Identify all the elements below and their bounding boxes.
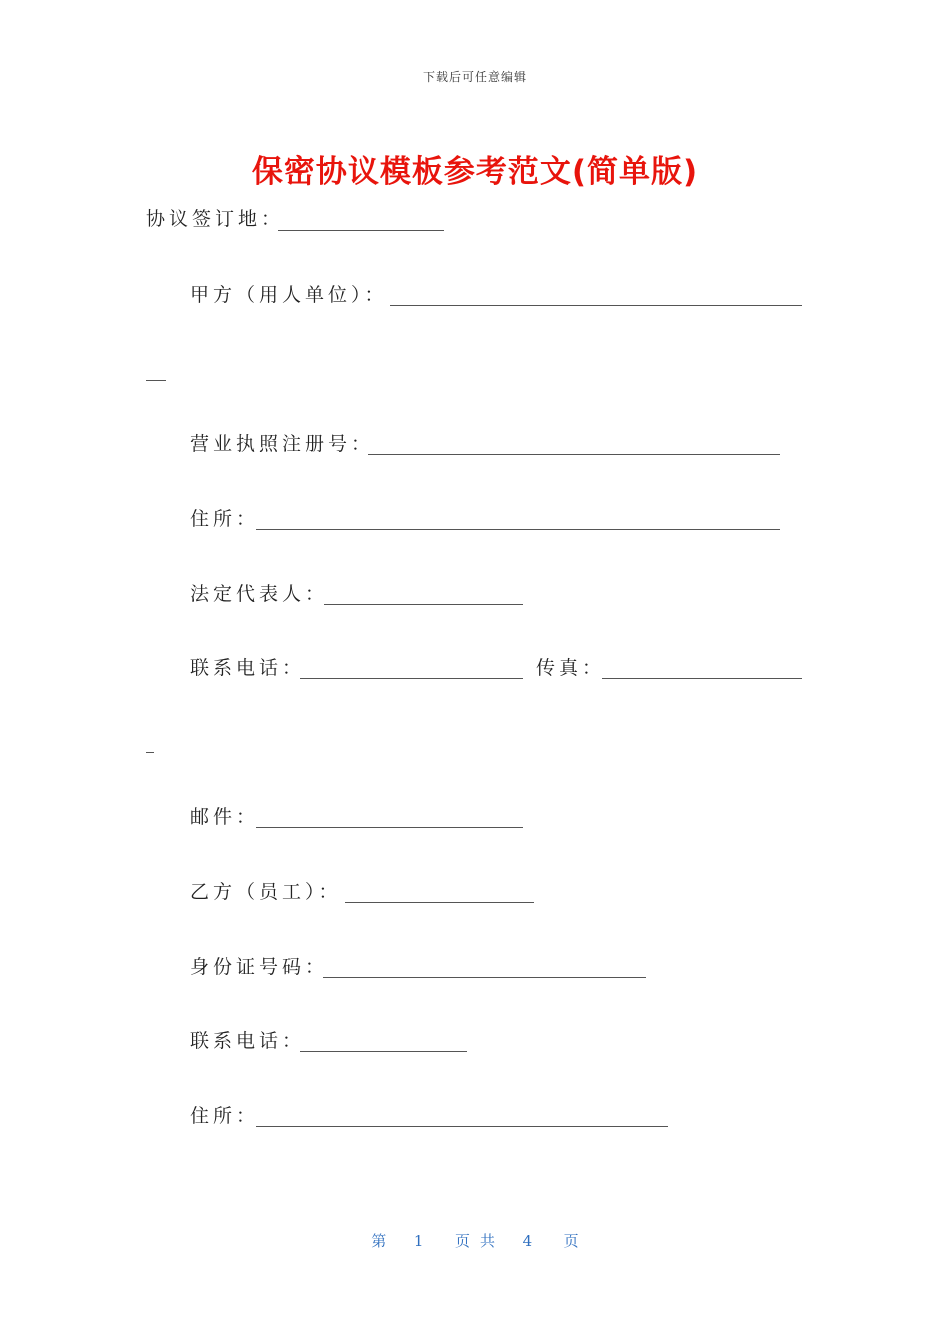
email-blank[interactable] <box>256 827 523 828</box>
phone-b-label: 联系电话： <box>190 1030 306 1052</box>
fax-label: 传真： <box>536 657 606 679</box>
header-note: 下载后可任意编辑 <box>422 70 527 84</box>
party-a-row <box>190 280 388 310</box>
page-prefix: 第 <box>371 1232 387 1250</box>
page-suffix: 页 <box>563 1232 579 1250</box>
sign-place-row <box>146 204 284 234</box>
fax-blank[interactable] <box>602 678 802 679</box>
sign-place-blank[interactable] <box>278 230 444 231</box>
legal-rep-row <box>190 579 328 609</box>
address-b-row <box>190 1101 259 1131</box>
email-row <box>190 802 259 832</box>
address-a-blank[interactable] <box>256 529 780 530</box>
phone-a-label: 联系电话： <box>190 657 306 679</box>
document-title: 保密协议模板参考范文(简单版) <box>251 154 699 190</box>
address-a-label: 住所： <box>190 508 260 530</box>
license-blank[interactable] <box>368 454 780 455</box>
id-no-blank[interactable] <box>323 977 646 978</box>
party-b-blank[interactable] <box>345 902 534 903</box>
email-label: 邮件： <box>190 806 260 828</box>
party-b-label: 乙方（员工）： <box>190 881 342 903</box>
address-a-row <box>190 504 259 534</box>
page-total: 4 <box>522 1232 533 1250</box>
phone-b-blank[interactable] <box>300 1051 467 1052</box>
license-row <box>190 429 374 459</box>
party-a-blank-continuation <box>146 380 166 381</box>
id-no-label: 身份证号码： <box>190 956 329 978</box>
phone-b-row <box>190 1026 305 1056</box>
phone-a-blank[interactable] <box>300 678 523 679</box>
phone-a-row <box>190 653 305 683</box>
legal-rep-label: 法定代表人： <box>190 583 329 605</box>
address-b-label: 住所： <box>190 1105 260 1127</box>
party-b-row <box>190 877 342 907</box>
sign-place-label: 协议签订地： <box>146 208 285 230</box>
page-footer <box>0 1230 950 1251</box>
address-b-blank[interactable] <box>256 1126 668 1127</box>
fax-blank-continuation <box>146 752 154 753</box>
party-a-label: 甲方（用人单位）： <box>190 284 388 306</box>
party-a-blank[interactable] <box>390 305 802 306</box>
page-current: 1 <box>413 1232 424 1250</box>
page-mid: 页共 <box>454 1232 505 1250</box>
id-no-row <box>190 952 328 982</box>
legal-rep-blank[interactable] <box>324 604 523 605</box>
license-label: 营业执照注册号： <box>190 433 375 455</box>
fax-row <box>536 653 605 683</box>
